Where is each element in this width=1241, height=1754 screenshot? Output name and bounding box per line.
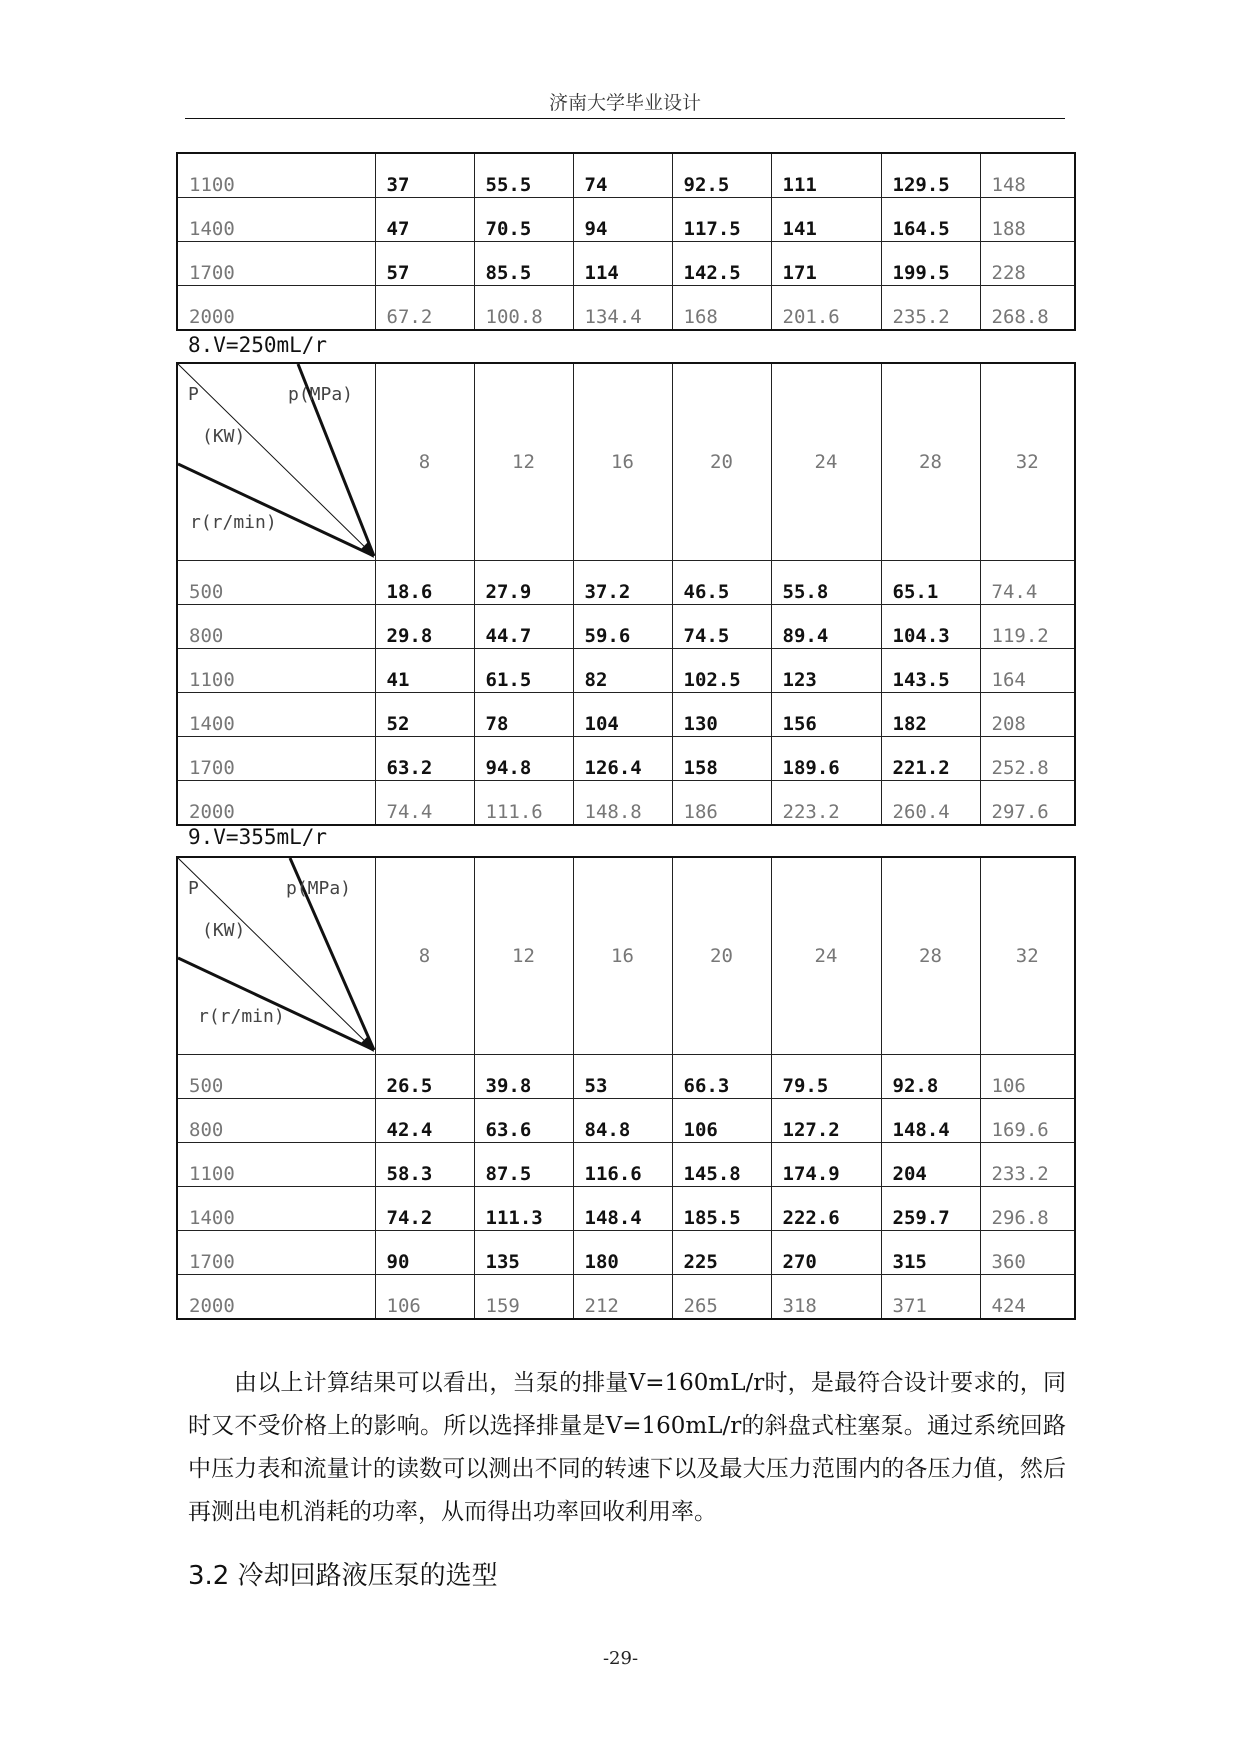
power-value-cell: 168 — [672, 286, 771, 331]
power-value-cell: 135 — [474, 1231, 573, 1275]
power-table-250-body — [177, 561, 1075, 826]
section-heading-8: 8.V=250mL/r — [188, 333, 328, 357]
power-value-cell: 84.8 — [573, 1099, 672, 1143]
rpm-cell: 1700 — [177, 737, 375, 781]
pressure-header-cell: 8 — [375, 857, 474, 1055]
power-value-cell: 61.5 — [474, 649, 573, 693]
power-value-cell: 148.4 — [573, 1187, 672, 1231]
power-value-cell: 74.2 — [375, 1187, 474, 1231]
power-value-cell: 223.2 — [771, 781, 881, 826]
power-value-cell: 180 — [573, 1231, 672, 1275]
table-row — [177, 781, 1075, 826]
power-table-355-body — [177, 1055, 1075, 1320]
power-value-cell: 111.3 — [474, 1187, 573, 1231]
table-row — [177, 561, 1075, 605]
table-row — [177, 1187, 1075, 1231]
power-value-cell: 212 — [573, 1275, 672, 1320]
power-value-cell: 318 — [771, 1275, 881, 1320]
rpm-cell: 1400 — [177, 693, 375, 737]
power-value-cell: 156 — [771, 693, 881, 737]
table-row — [177, 737, 1075, 781]
power-value-cell: 201.6 — [771, 286, 881, 331]
power-value-cell: 186 — [672, 781, 771, 826]
power-value-cell: 67.2 — [375, 286, 474, 331]
power-value-cell: 270 — [771, 1231, 881, 1275]
power-value-cell: 315 — [881, 1231, 980, 1275]
pressure-header-cell: 12 — [474, 363, 573, 561]
rpm-cell: 2000 — [177, 286, 375, 331]
conclusion-paragraph: 由以上计算结果可以看出，当泵的排量V=160mL/r时，是最符合设计要求的，同时又不受价格上的影响。所以选择排量是V=160mL/r的斜盘式柱塞泵。通过系统回路中压力表和流量计的读数可以测出不同的转速下以及最大压力范围内的各压力值，然后再测出电机消耗的功率，从而得出功率回收利用率。 — [188, 1370, 1066, 1525]
power-value-cell: 29.8 — [375, 605, 474, 649]
power-value-cell: 148.8 — [573, 781, 672, 826]
power-value-cell: 297.6 — [980, 781, 1075, 826]
corner-label-pressure: p(MPa) — [286, 878, 352, 899]
power-value-cell: 89.4 — [771, 605, 881, 649]
power-value-cell: 102.5 — [672, 649, 771, 693]
power-value-cell: 158 — [672, 737, 771, 781]
power-value-cell: 174.9 — [771, 1143, 881, 1187]
pressure-header-cell: 8 — [375, 363, 474, 561]
header-row — [177, 857, 1075, 1055]
table-row — [177, 1231, 1075, 1275]
power-value-cell: 117.5 — [672, 198, 771, 242]
pressure-header-cell: 16 — [573, 363, 672, 561]
power-value-cell: 148.4 — [881, 1099, 980, 1143]
pressure-header-cell: 12 — [474, 857, 573, 1055]
table-row — [177, 649, 1075, 693]
power-value-cell: 47 — [375, 198, 474, 242]
power-value-cell: 185.5 — [672, 1187, 771, 1231]
table-row — [177, 198, 1075, 242]
power-table-355 — [176, 856, 1076, 1320]
power-value-cell: 142.5 — [672, 242, 771, 286]
power-table-250 — [176, 362, 1076, 826]
pressure-header-cell: 28 — [881, 857, 980, 1055]
power-value-cell: 116.6 — [573, 1143, 672, 1187]
power-value-cell: 233.2 — [980, 1143, 1075, 1187]
power-value-cell: 94.8 — [474, 737, 573, 781]
power-value-cell: 74.4 — [375, 781, 474, 826]
power-value-cell: 130 — [672, 693, 771, 737]
header-rule — [185, 118, 1065, 119]
power-value-cell: 252.8 — [980, 737, 1075, 781]
pressure-header-cell: 20 — [672, 363, 771, 561]
rpm-cell: 1400 — [177, 198, 375, 242]
power-value-cell: 42.4 — [375, 1099, 474, 1143]
corner-label-p: P — [188, 878, 199, 899]
page-number: -29- — [602, 1648, 639, 1669]
diagonal-header-cell — [177, 857, 375, 1055]
power-value-cell: 182 — [881, 693, 980, 737]
power-value-cell: 85.5 — [474, 242, 573, 286]
table-row — [177, 153, 1075, 198]
power-value-cell: 265 — [672, 1275, 771, 1320]
power-value-cell: 145.8 — [672, 1143, 771, 1187]
power-value-cell: 148 — [980, 153, 1075, 198]
power-value-cell: 92.5 — [672, 153, 771, 198]
power-value-cell: 268.8 — [980, 286, 1075, 331]
table-row — [177, 693, 1075, 737]
power-value-cell: 79.5 — [771, 1055, 881, 1099]
power-value-cell: 65.1 — [881, 561, 980, 605]
pressure-header-cell: 28 — [881, 363, 980, 561]
power-value-cell: 37.2 — [573, 561, 672, 605]
pressure-header-cell: 24 — [771, 857, 881, 1055]
power-value-cell: 104 — [573, 693, 672, 737]
power-value-cell: 106 — [980, 1055, 1075, 1099]
power-value-cell: 199.5 — [881, 242, 980, 286]
rpm-cell: 1700 — [177, 242, 375, 286]
corner-label-pressure: p(MPa) — [288, 384, 354, 405]
power-value-cell: 18.6 — [375, 561, 474, 605]
pressure-header-cell: 20 — [672, 857, 771, 1055]
power-value-cell: 119.2 — [980, 605, 1075, 649]
power-value-cell: 371 — [881, 1275, 980, 1320]
power-value-cell: 92.8 — [881, 1055, 980, 1099]
power-value-cell: 296.8 — [980, 1187, 1075, 1231]
table-row — [177, 1099, 1075, 1143]
power-value-cell: 222.6 — [771, 1187, 881, 1231]
power-value-cell: 104.3 — [881, 605, 980, 649]
power-value-cell: 94 — [573, 198, 672, 242]
power-value-cell: 78 — [474, 693, 573, 737]
corner-label-speed: r(r/min) — [198, 1006, 285, 1027]
power-value-cell: 164.5 — [881, 198, 980, 242]
rpm-cell: 1100 — [177, 153, 375, 198]
corner-label-power: (KW) — [202, 426, 246, 447]
power-value-cell: 63.2 — [375, 737, 474, 781]
table-row — [177, 286, 1075, 331]
power-value-cell: 360 — [980, 1231, 1075, 1275]
power-value-cell: 129.5 — [881, 153, 980, 198]
power-value-cell: 82 — [573, 649, 672, 693]
rpm-cell: 1700 — [177, 1231, 375, 1275]
power-value-cell: 59.6 — [573, 605, 672, 649]
power-value-cell: 114 — [573, 242, 672, 286]
power-value-cell: 143.5 — [881, 649, 980, 693]
power-value-cell: 37 — [375, 153, 474, 198]
power-value-cell: 225 — [672, 1231, 771, 1275]
table-row — [177, 1143, 1075, 1187]
rpm-cell: 2000 — [177, 1275, 375, 1320]
power-value-cell: 46.5 — [672, 561, 771, 605]
power-value-cell: 63.6 — [474, 1099, 573, 1143]
pressure-header-cell: 32 — [980, 857, 1075, 1055]
power-value-cell: 111 — [771, 153, 881, 198]
power-value-cell: 39.8 — [474, 1055, 573, 1099]
corner-label-speed: r(r/min) — [190, 512, 277, 533]
power-value-cell: 106 — [672, 1099, 771, 1143]
power-value-cell: 259.7 — [881, 1187, 980, 1231]
power-value-cell: 188 — [980, 198, 1075, 242]
power-value-cell: 228 — [980, 242, 1075, 286]
table-row — [177, 605, 1075, 649]
rpm-cell: 1400 — [177, 1187, 375, 1231]
rpm-cell: 800 — [177, 1099, 375, 1143]
power-value-cell: 111.6 — [474, 781, 573, 826]
power-value-cell: 134.4 — [573, 286, 672, 331]
power-value-cell: 44.7 — [474, 605, 573, 649]
corner-label-p: P — [188, 384, 199, 405]
rpm-cell: 800 — [177, 605, 375, 649]
power-value-cell: 70.5 — [474, 198, 573, 242]
subsection-title: 3.2 冷却回路液压泵的选型 — [188, 1561, 498, 1591]
power-value-cell: 74 — [573, 153, 672, 198]
running-header-title: 济南大学毕业设计 — [548, 92, 701, 114]
power-value-cell: 74.5 — [672, 605, 771, 649]
table-row — [177, 1055, 1075, 1099]
power-value-cell: 106 — [375, 1275, 474, 1320]
power-value-cell: 235.2 — [881, 286, 980, 331]
power-value-cell: 208 — [980, 693, 1075, 737]
power-value-cell: 58.3 — [375, 1143, 474, 1187]
table-row — [177, 1275, 1075, 1320]
rpm-cell: 500 — [177, 1055, 375, 1099]
rpm-cell: 500 — [177, 561, 375, 605]
power-value-cell: 87.5 — [474, 1143, 573, 1187]
table-row — [177, 242, 1075, 286]
power-value-cell: 171 — [771, 242, 881, 286]
pressure-header-cell: 32 — [980, 363, 1075, 561]
header-row — [177, 363, 1075, 561]
power-value-cell: 55.8 — [771, 561, 881, 605]
power-value-cell: 55.5 — [474, 153, 573, 198]
power-value-cell: 127.2 — [771, 1099, 881, 1143]
power-value-cell: 126.4 — [573, 737, 672, 781]
power-value-cell: 424 — [980, 1275, 1075, 1320]
power-value-cell: 52 — [375, 693, 474, 737]
power-value-cell: 221.2 — [881, 737, 980, 781]
power-value-cell: 74.4 — [980, 561, 1075, 605]
power-value-cell: 189.6 — [771, 737, 881, 781]
section-heading-9: 9.V=355mL/r — [188, 825, 328, 849]
power-value-cell: 90 — [375, 1231, 474, 1275]
power-value-cell: 123 — [771, 649, 881, 693]
rpm-cell: 2000 — [177, 781, 375, 826]
power-value-cell: 260.4 — [881, 781, 980, 826]
power-value-cell: 159 — [474, 1275, 573, 1320]
power-value-cell: 204 — [881, 1143, 980, 1187]
power-table-continued — [176, 152, 1076, 331]
power-value-cell: 141 — [771, 198, 881, 242]
power-value-cell: 41 — [375, 649, 474, 693]
power-table-continued-body — [177, 153, 1075, 330]
corner-label-power: (KW) — [202, 920, 246, 941]
pressure-header-cell: 16 — [573, 857, 672, 1055]
power-value-cell: 66.3 — [672, 1055, 771, 1099]
rpm-cell: 1100 — [177, 649, 375, 693]
diagonal-header-cell — [177, 363, 375, 561]
power-value-cell: 53 — [573, 1055, 672, 1099]
power-value-cell: 26.5 — [375, 1055, 474, 1099]
rpm-cell: 1100 — [177, 1143, 375, 1187]
power-value-cell: 100.8 — [474, 286, 573, 331]
power-value-cell: 169.6 — [980, 1099, 1075, 1143]
power-value-cell: 57 — [375, 242, 474, 286]
pressure-header-cell: 24 — [771, 363, 881, 561]
power-value-cell: 164 — [980, 649, 1075, 693]
power-value-cell: 27.9 — [474, 561, 573, 605]
